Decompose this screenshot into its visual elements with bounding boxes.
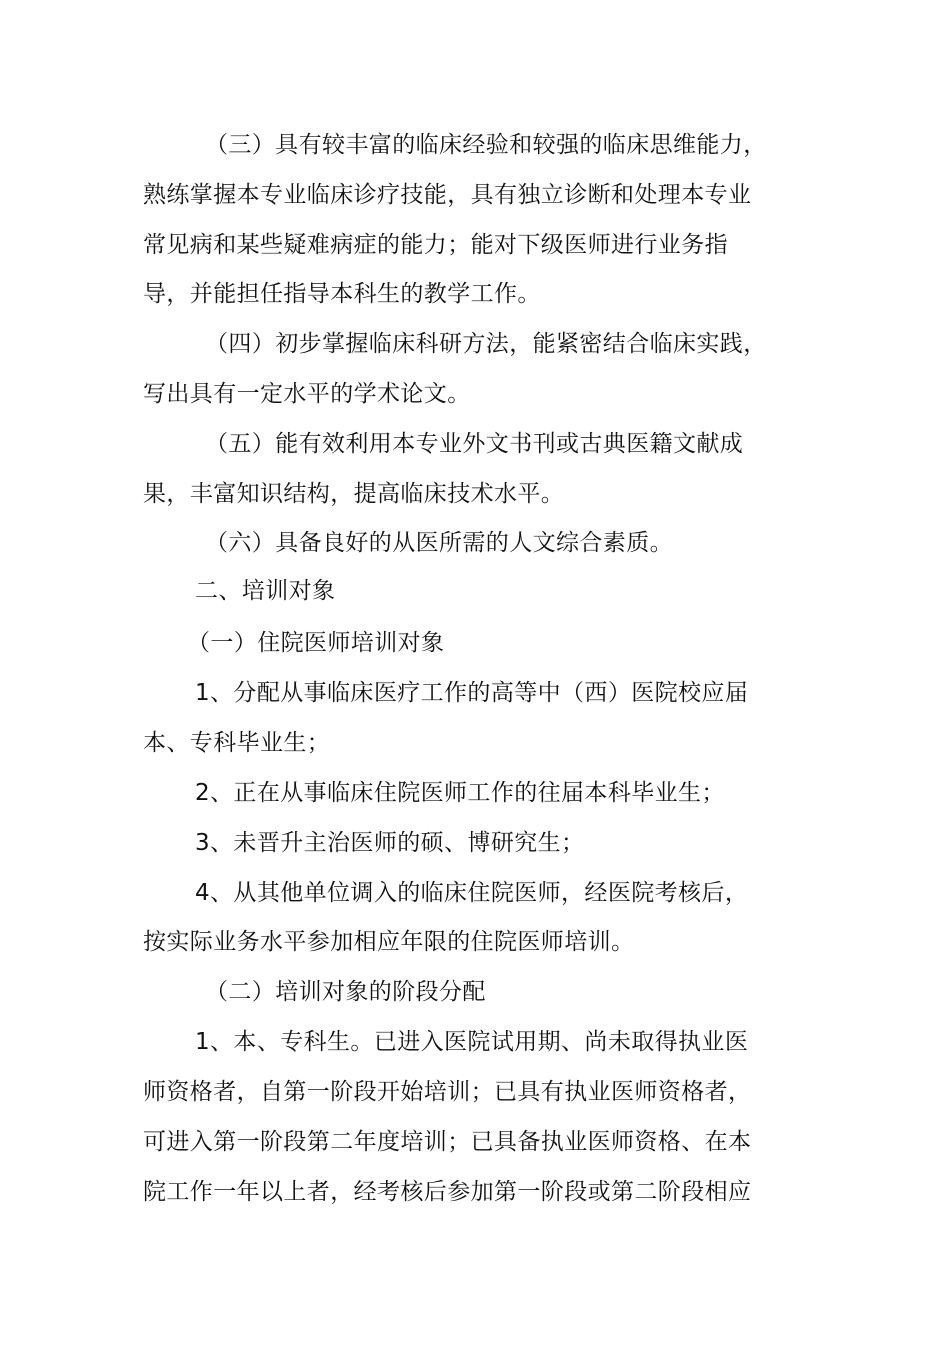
section-heading: 二、培训对象 xyxy=(195,578,336,604)
subsection-heading: （一）住院医师培训对象 xyxy=(187,630,445,656)
text-line: 常见病和某些疑难病症的能力；能对下级医师进行业务指 xyxy=(143,232,728,258)
text-line: 按实际业务水平参加相应年限的住院医师培训。 xyxy=(143,929,635,955)
text-line: 3、未晋升主治医师的硕、博研究生； xyxy=(195,830,585,856)
text-line: （五）能有效利用本专业外文书刊或古典医籍文献成 xyxy=(205,431,744,457)
text-line: （四）初步掌握临床科研方法，能紧密结合临床实践， xyxy=(205,331,767,357)
text-line: 院工作一年以上者，经考核后参加第一阶段或第二阶段相应 xyxy=(143,1179,752,1205)
text-line: 写出具有一定水平的学术论文。 xyxy=(143,381,471,407)
text-line: 师资格者，自第一阶段开始培训；已具有执业医师资格者， xyxy=(143,1079,752,1105)
text-line: 可进入第一阶段第二年度培训；已具备执业医师资格、在本 xyxy=(143,1129,752,1155)
text-line: 4、从其他单位调入的临床住院医师，经医院考核后， xyxy=(195,880,749,906)
text-line: 2、正在从事临床住院医师工作的往届本科毕业生； xyxy=(195,780,725,806)
text-line: 导，并能担任指导本科生的教学工作。 xyxy=(143,281,541,307)
text-line: 果，丰富知识结构，提高临床技术水平。 xyxy=(143,481,565,507)
subsection-heading: （二）培训对象的阶段分配 xyxy=(205,979,486,1005)
text-line: （三）具有较丰富的临床经验和较强的临床思维能力， xyxy=(205,132,767,158)
text-line: 1、分配从事临床医疗工作的高等中（西）医院校应届 xyxy=(195,680,749,706)
text-line: （六）具备良好的从医所需的人文综合素质。 xyxy=(205,530,673,556)
text-line: 熟练掌握本专业临床诊疗技能，具有独立诊断和处理本专业 xyxy=(143,182,752,208)
text-line: 本、专科毕业生； xyxy=(143,730,331,756)
text-line: 1、本、专科生。已进入医院试用期、尚未取得执业医 xyxy=(195,1029,749,1055)
